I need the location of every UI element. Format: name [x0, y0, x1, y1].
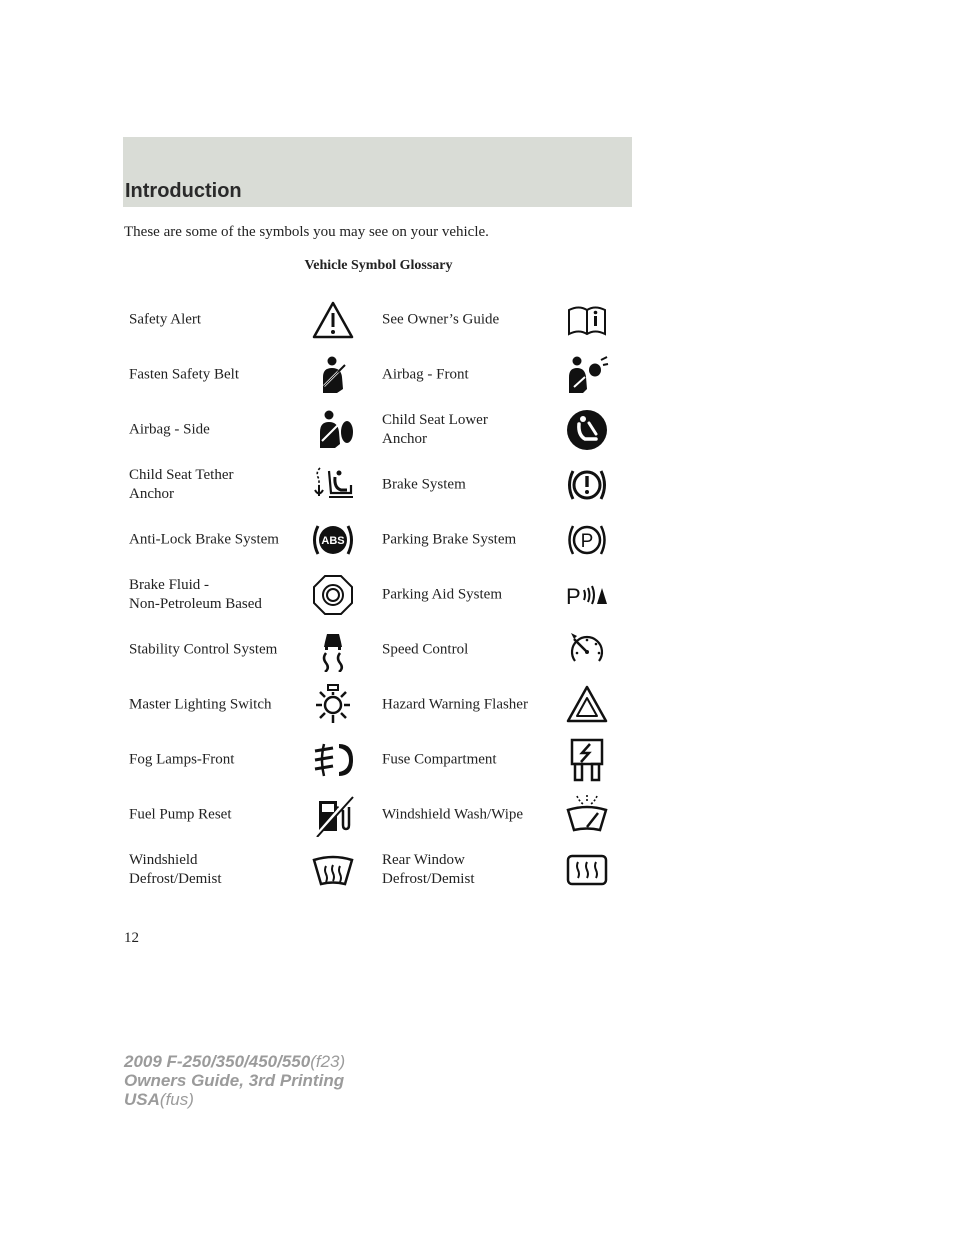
footer-edition: Owners Guide, 3rd Printing [124, 1071, 345, 1090]
glossary-row [129, 622, 619, 677]
brake-system-icon [565, 463, 609, 507]
windshield-defrost-icon [311, 848, 355, 892]
symbol-label: Rear Window Defrost/Demist [382, 851, 475, 887]
symbol-label: Fuse Compartment [382, 751, 497, 767]
parking-brake-icon-text: P [580, 530, 594, 552]
symbol-label: Fog Lamps-Front [129, 751, 235, 767]
footer-market-code: (fus) [159, 1090, 194, 1109]
symbol-label: Airbag - Side [129, 421, 210, 437]
stability-control-icon [311, 628, 355, 672]
master-lighting-icon [311, 683, 355, 727]
symbol-label: Hazard Warning Flasher [382, 696, 528, 712]
section-title: Introduction [125, 180, 242, 202]
parking-aid-icon [565, 573, 609, 617]
abs-icon [311, 518, 355, 562]
symbol-glossary [129, 292, 619, 897]
symbol-label: Windshield Wash/Wipe [382, 806, 524, 822]
intro-text: These are some of the symbols you may see on your vehicle. [124, 224, 489, 240]
symbol-label: Parking Aid System [382, 586, 503, 602]
brake-fluid-icon [311, 573, 355, 617]
speed-control-icon [565, 628, 609, 672]
child-seat-lower-anchor-icon [565, 408, 609, 452]
symbol-label: Speed Control [382, 641, 469, 657]
parking-brake-icon [565, 518, 609, 562]
glossary-row [129, 732, 619, 787]
parking-aid-icon-text: P [566, 583, 581, 609]
symbol-label: Brake System [382, 476, 466, 492]
symbol-label: Parking Brake System [382, 531, 517, 547]
glossary-row [129, 787, 619, 842]
child-seat-tether-anchor-icon [311, 463, 355, 507]
symbol-label: Brake Fluid - Non-Petroleum Based [129, 576, 262, 612]
footer-market: USA [124, 1090, 160, 1109]
fuel-pump-reset-icon [311, 793, 355, 837]
glossary-row [129, 512, 619, 567]
symbol-label: Airbag - Front [382, 366, 469, 382]
symbol-label: Anti-Lock Brake System [129, 531, 279, 547]
fog-lamps-icon [311, 738, 355, 782]
glossary-row [129, 292, 619, 347]
symbol-label: Fuel Pump Reset [129, 806, 232, 822]
symbol-label: Stability Control System [129, 641, 278, 657]
symbol-label: Windshield Defrost/Demist [129, 851, 222, 887]
page-number: 12 [124, 930, 139, 946]
glossary-title: Vehicle Symbol Glossary [304, 258, 453, 273]
symbol-label: Child Seat Lower Anchor [382, 411, 488, 447]
glossary-row [129, 842, 619, 897]
section-header [123, 137, 632, 207]
hazard-flasher-icon [565, 683, 609, 727]
footer-model-code: (f23) [310, 1052, 346, 1071]
fuse-compartment-icon [565, 738, 609, 782]
windshield-wash-wipe-icon [565, 793, 609, 837]
glossary-row [129, 567, 619, 622]
document-footer [124, 1052, 345, 1109]
glossary-row [129, 457, 619, 512]
seat-belt-icon [311, 353, 355, 397]
rear-window-defrost-icon [565, 848, 609, 892]
glossary-row [129, 347, 619, 402]
safety-alert-icon [311, 298, 355, 342]
airbag-side-icon [311, 408, 355, 452]
glossary-row [129, 677, 619, 732]
airbag-front-icon [565, 353, 609, 397]
glossary-row [129, 402, 619, 457]
symbol-label: Safety Alert [129, 311, 202, 327]
symbol-label: Child Seat Tether Anchor [129, 466, 234, 502]
symbol-label: Master Lighting Switch [129, 696, 272, 712]
owners-guide-icon [565, 298, 609, 342]
abs-icon-text: ABS [321, 534, 345, 547]
symbol-label: Fasten Safety Belt [129, 366, 239, 382]
symbol-label: See Owner’s Guide [382, 311, 500, 327]
footer-model: 2009 F-250/350/450/550 [124, 1052, 311, 1071]
